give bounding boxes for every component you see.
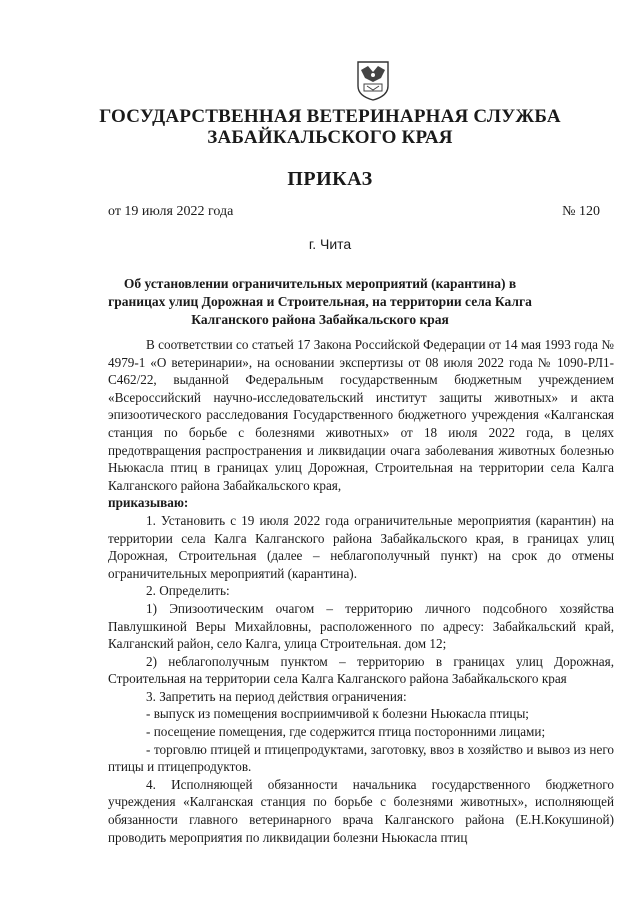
order-date: от 19 июля 2022 года — [108, 204, 234, 219]
order-body — [108, 336, 614, 846]
order-title: Об установлении ограничительных мероприятий (карантина) в границах улиц Дорожная и Строительная, на территории села Калга Калганского района Забайкальского края — [108, 276, 532, 327]
item-4-paragraph: 4. Исполняющей обязанности начальника государственного бюджетного учреждения «Калганская станция по борьбе с болезнями животных», исполняющей обязанности главного ветеринарного врача Калганского района (Е.Н.Кокушиной) проводить мероприятия по ликвидации болезни Ньюкасла птиц — [108, 776, 614, 845]
item-3-1-paragraph: - выпуск из помещения восприимчивой к болезни Ньюкасла птицы; — [146, 706, 529, 722]
document-type: ПРИКАЗ — [287, 168, 373, 190]
city-name: г. Чита — [308, 236, 352, 252]
order-number: № 120 — [562, 204, 600, 219]
item-3-2-paragraph: - посещение помещения, где содержится птица посторонними лицами; — [146, 724, 546, 740]
order-word: приказываю: — [108, 495, 189, 511]
item-2-1-paragraph: 1) Эпизоотическим очагом – территорию личного подсобного хозяйства Павлушкиной Веры Михайловны, расположенного по адресу: Забайкальский край, Калганский район, село Калга, улица Строительная. дом 12; — [108, 600, 614, 652]
item-2-2-paragraph: 2) неблагополучным пунктом – территорию в границах улиц Дорожная, Строительная на территории села Калга Калганского района Забайкальского края — [108, 653, 614, 687]
item-2-paragraph: 2. Определить: — [146, 583, 230, 599]
item-3-paragraph: 3. Запретить на период действия ограничения: — [146, 688, 407, 704]
item-1-paragraph: 1. Установить с 19 июля 2022 года ограничительные мероприятия (карантин) на территории села Калга Калганского района Забайкальского края, в границах улиц Дорожная, Строительная (далее – неблагополучный пункт) на срок до отмены ограничительных мероприятий (карантина). — [108, 512, 614, 581]
organization-name-line1: ГОСУДАРСТВЕННАЯ ВЕТЕРИНАРНАЯ СЛУЖБА — [99, 106, 561, 127]
item-3-3-paragraph: - торговлю птицей и птицепродуктами, заготовку, ввоз в хозяйство и вывоз из него птицы и птицепродуктов. — [108, 741, 614, 775]
coat-of-arms-emblem — [356, 60, 390, 102]
organization-name-line2: ЗАБАЙКАЛЬСКОГО КРАЯ — [207, 127, 453, 148]
preamble-paragraph: В соответствии со статьей 17 Закона Российской Федерации от 14 мая 1993 года № 4979-1 «О ветеринарии», на основании экспертизы от 08 июля 2022 года № 1090-РЛ1-С462/22, выданной Федеральным государственным бюджетным учреждением «Всероссийский научно-исследовательский институт защиты животных» и акта эпизоотического расследования Государственного бюджетного учреждения «Калганская станция по борьбе с болезнями животных» от 18 июля 2022 года, в целях предотвращения распространения и ликвидации очага заболевания животных болезнью Ньюкасла птиц в границах улиц Дорожная, Строительная на территории села Калга Калганского района Забайкальского края, — [108, 337, 614, 493]
